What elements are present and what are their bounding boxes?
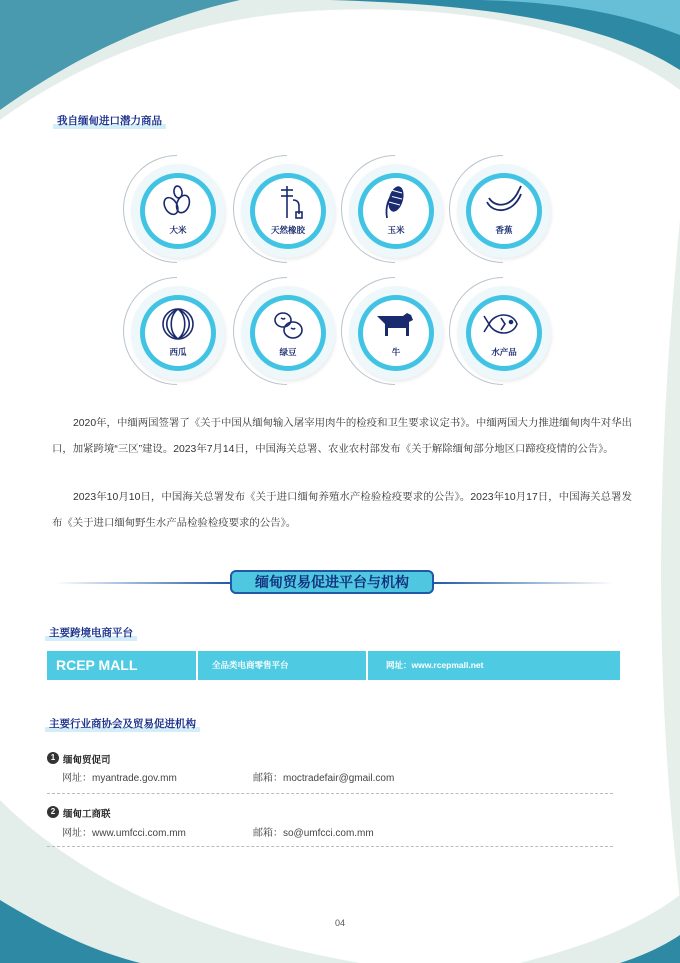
org-name: 缅甸贸促司 xyxy=(63,755,111,766)
product-label: 牛 xyxy=(391,347,401,357)
product-label: 天然橡胶 xyxy=(270,225,305,235)
org-website[interactable]: 网址：myantrade.gov.mm xyxy=(62,773,177,784)
product-cattle xyxy=(349,286,443,380)
ecommerce-platform-row xyxy=(47,651,620,680)
paragraph-aquatic-notice: 2023年10月10日，中国海关总署发布《关于进口缅甸养殖水产检验检疫要求的公告》。2023年10月17日，中国海关总署发布《关于进口缅甸野生水产品检验检疫要求的公告》。 xyxy=(52,492,632,529)
section-title-orgs: 主要行业商协会及贸易促进机构 xyxy=(49,718,196,730)
paragraph-cattle-protocol: 2020年，中缅两国签署了《关于中国从缅甸输入屠宰用肉牛的检疫和卫生要求议定书》。中缅两国大力推进缅甸肉牛对华出口，加紧跨境“三区”建设。2023年7月14日，中国海关总署、农业农村部发布《关于解除缅甸部分地区口蹄疫疫情的公告》。 xyxy=(52,418,632,455)
product-label: 绿豆 xyxy=(279,347,297,357)
corn-icon xyxy=(375,184,417,220)
product-watermelon xyxy=(131,286,225,380)
cattle-icon xyxy=(375,306,417,342)
platform-type: 全品类电商零售平台 xyxy=(198,651,368,680)
section-title-ecommerce: 主要跨境电商平台 xyxy=(49,627,133,639)
org-number-badge: 1 xyxy=(47,752,59,764)
product-rice xyxy=(131,164,225,258)
watermelon-icon xyxy=(157,306,199,342)
product-label: 玉米 xyxy=(387,225,405,235)
product-banana xyxy=(457,164,551,258)
section-banner: 缅甸贸易促进平台与机构 xyxy=(230,570,434,594)
divider xyxy=(47,846,613,847)
platform-name: RCEP MALL xyxy=(47,651,198,680)
section-title-products: 我自缅甸进口潜力商品 xyxy=(57,115,162,127)
product-label: 西瓜 xyxy=(169,347,187,357)
product-label: 香蕉 xyxy=(495,225,513,235)
rubber-icon xyxy=(267,184,309,220)
platform-website[interactable]: 网址：www.rcepmall.net xyxy=(368,651,620,680)
product-rubber xyxy=(241,164,335,258)
org-name: 缅甸工商联 xyxy=(63,809,111,820)
org-email[interactable]: 邮箱：moctradefair@gmail.com xyxy=(253,773,395,784)
fish-icon xyxy=(483,306,525,342)
rice-icon xyxy=(157,184,199,220)
divider xyxy=(47,793,613,794)
mung-bean-icon xyxy=(267,306,309,342)
banner-line-left xyxy=(55,582,230,584)
product-mung-bean xyxy=(241,286,335,380)
org-email[interactable]: 邮箱：so@umfcci.com.mm xyxy=(253,828,374,839)
page-number: 04 xyxy=(334,918,345,928)
banana-icon xyxy=(483,184,525,220)
product-label: 水产品 xyxy=(491,347,517,357)
org-website[interactable]: 网址：www.umfcci.com.mm xyxy=(62,828,186,839)
product-aquatic xyxy=(457,286,551,380)
banner-line-right xyxy=(434,582,614,584)
product-corn xyxy=(349,164,443,258)
product-label: 大米 xyxy=(169,225,187,235)
org-number-badge: 2 xyxy=(47,806,59,818)
